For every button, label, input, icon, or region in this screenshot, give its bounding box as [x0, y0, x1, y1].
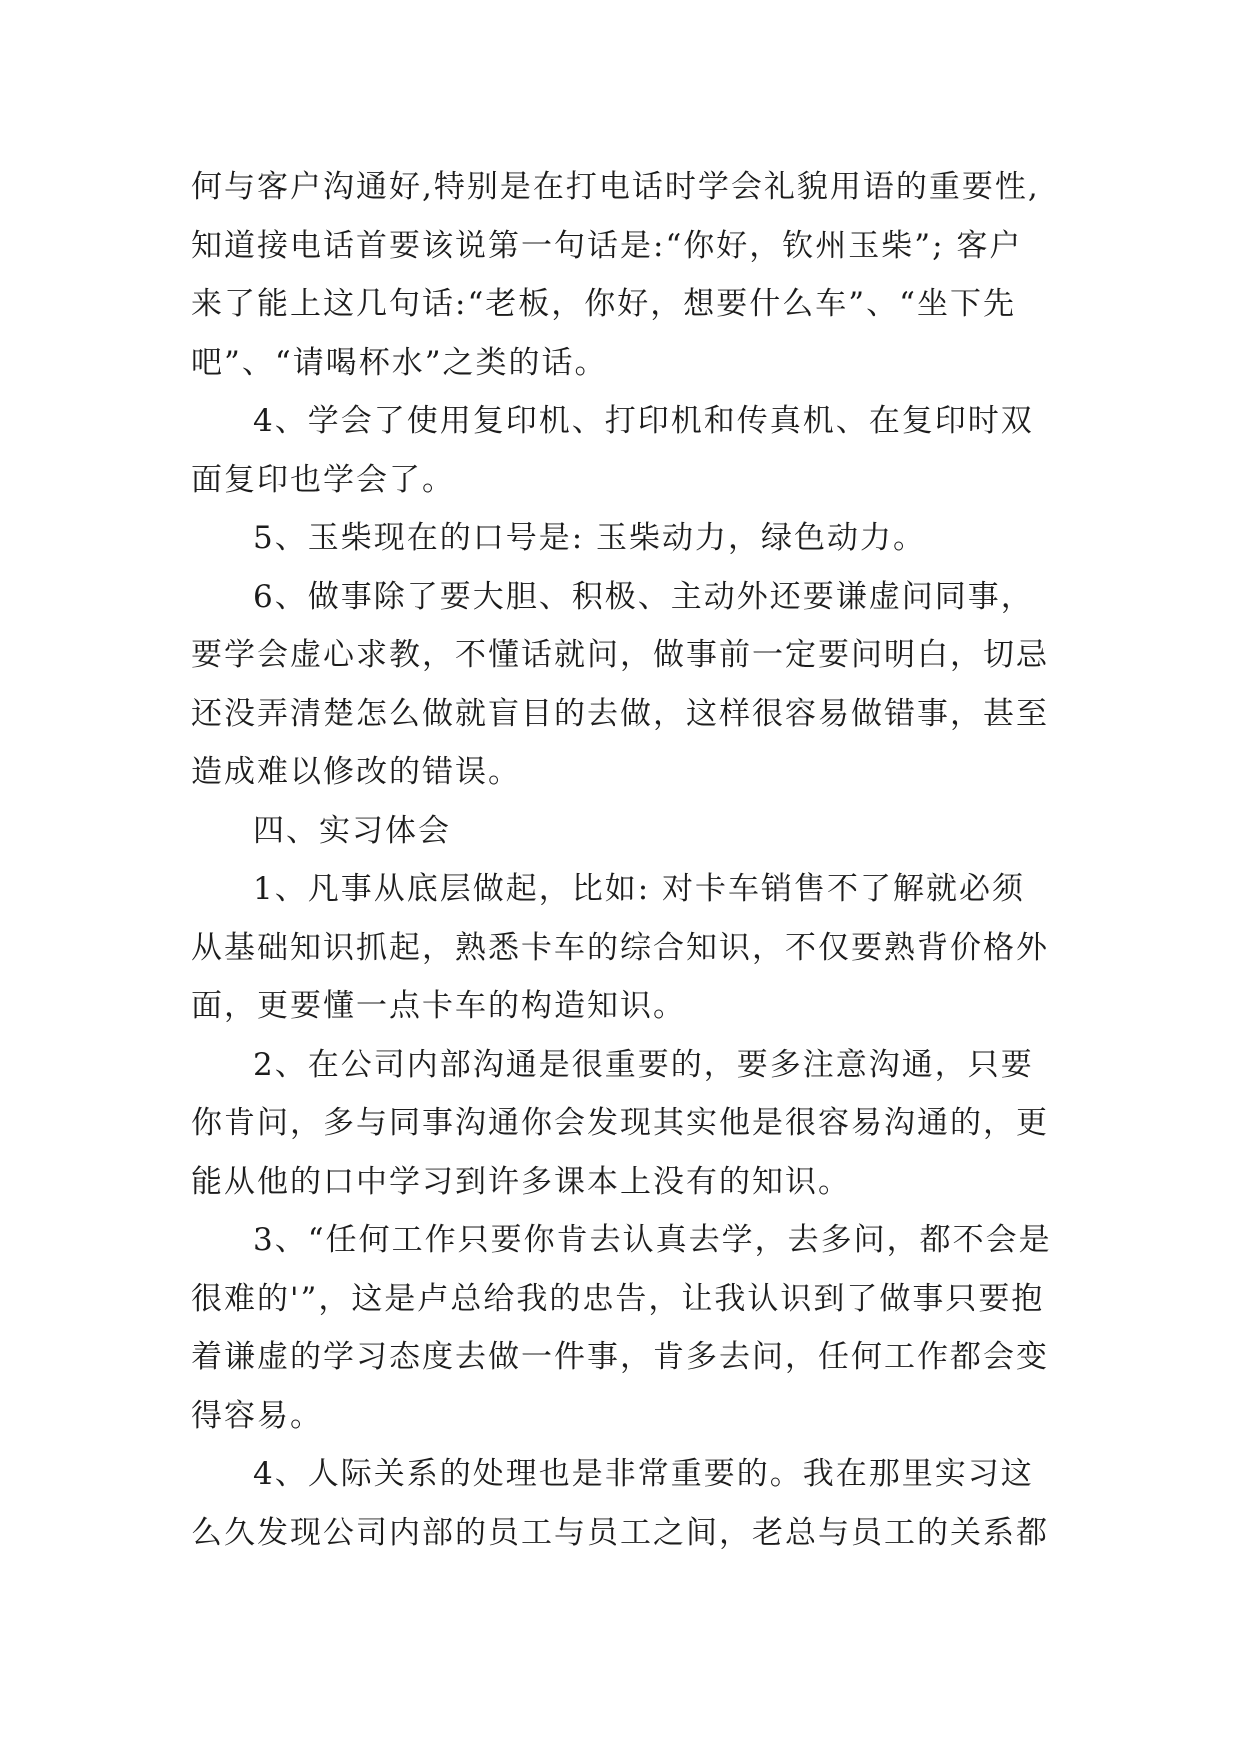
text-line: 得容易。: [191, 1397, 323, 1434]
text-line: 知道接电话首要该说第一句话是:“你好，钦州玉柴”; 客户: [191, 227, 1023, 264]
text-line: 还没弄清楚怎么做就盲目的去做，这样很容易做错事，甚至: [191, 695, 1049, 732]
text-line: 1、凡事从底层做起，比如: 对卡车销售不了解就必须: [253, 871, 1026, 907]
text-line: 何与客户沟通好,特别是在打电话时学会礼貌用语的重要性,: [191, 169, 1040, 205]
text-line: 5、玉柴现在的口号是: 玉柴动力，绿色动力。: [253, 520, 927, 556]
text-line: 着谦虚的学习态度去做一件事，肯多去问，任何工作都会变: [191, 1339, 1049, 1375]
text-line: 吧”、“请喝杯水”之类的话。: [191, 344, 608, 381]
text-line: 面复印也学会了。: [191, 461, 455, 498]
text-line: 很难的'”，这是卢总给我的忠告，让我认识到了做事只要抱: [191, 1280, 1045, 1317]
text-line: 4、人际关系的处理也是非常重要的。我在那里实习这: [253, 1456, 1034, 1492]
body-text: [191, 158, 1091, 1562]
text-line: 3、“任何工作只要你肯去认真去学，去多问，都不会是: [253, 1222, 1052, 1258]
text-line: 能从他的口中学习到许多课本上没有的知识。: [191, 1163, 851, 1200]
text-line: 你肯问，多与同事沟通你会发现其实他是很容易沟通的，更: [191, 1105, 1049, 1141]
text-line: 么久发现公司内部的员工与员工之间，老总与员工的关系都: [191, 1514, 1049, 1551]
text-line: 6、做事除了要大胆、积极、主动外还要谦虚问同事，: [253, 578, 1034, 615]
text-line: 4、学会了使用复印机、打印机和传真机、在复印时双: [253, 403, 1034, 439]
text-line: 2、在公司内部沟通是很重要的，要多注意沟通，只要: [253, 1046, 1034, 1083]
section-heading: 四、实习体会: [253, 812, 451, 849]
text-line: 造成难以修改的错误。: [191, 754, 521, 790]
text-line: 从基础知识抓起，熟悉卡车的综合知识，不仅要熟背价格外: [191, 929, 1049, 966]
text-line: 要学会虚心求教，不懂话就问，做事前一定要问明白，切忌: [191, 637, 1049, 673]
text-line: 来了能上这几句话:“老板，你好，想要什么车”、“坐下先: [191, 286, 1016, 322]
text-line: 面，更要懂一点卡车的构造知识。: [191, 988, 686, 1024]
